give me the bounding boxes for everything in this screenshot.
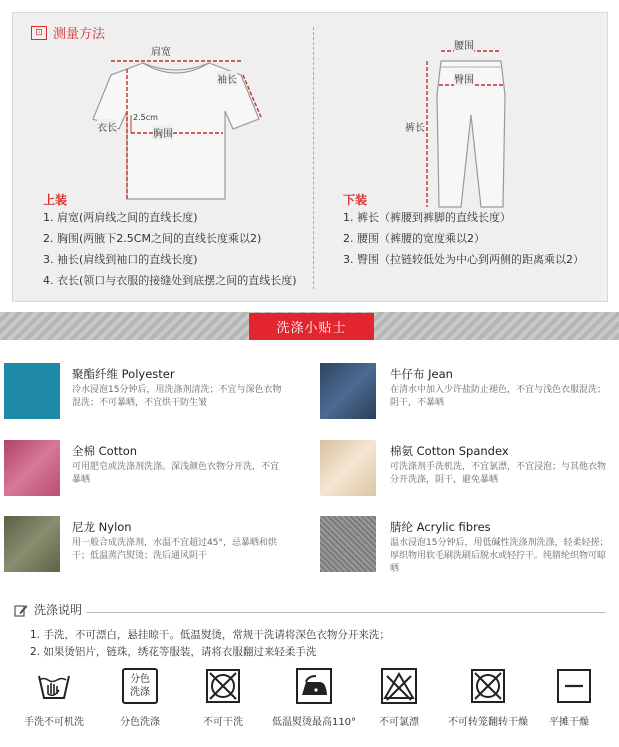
no-tumble-dry-icon <box>470 668 506 704</box>
flat-dry-icon <box>556 668 592 704</box>
measurement-title: ⊡ 测量方法 <box>31 23 105 42</box>
fabric-name: 棉氨 Cotton Spandex <box>390 444 509 458</box>
shoulder-label: 肩宽 <box>151 43 171 58</box>
acrylic-swatch <box>320 516 376 572</box>
top-measure-list <box>43 207 297 291</box>
fabric-name: 聚酯纤维 Polyester <box>72 367 175 381</box>
bottom-heading: 下装 <box>343 193 368 207</box>
hand-wash-icon <box>36 668 72 704</box>
fabric-desc: 温水浸泡15分钟后，用低碱性洗涤剂洗涤，轻柔轻搓；厚织物用软毛刷洗刷后脱水或轻拧干。纯腈纶织物可晾晒 <box>390 538 609 574</box>
edit-icon <box>14 603 28 617</box>
fabric-name: 尼龙 Nylon <box>72 520 132 534</box>
jean-swatch <box>320 363 376 419</box>
list-item: 2. 胸围(两腋下2.5CM之间的直线长度乘以2) <box>43 232 262 245</box>
list-item: 1. 手洗，不可漂白，悬挂晾干。低温熨烫，常规干洗请将深色衣物分开来洗； <box>30 629 390 641</box>
heading-rule <box>86 612 606 613</box>
no-dry-clean-icon <box>205 668 241 704</box>
top-heading: 上装 <box>43 193 68 207</box>
list-item: 2. 腰围（裤腰的宽度乘以2） <box>343 232 485 245</box>
offset-label: 2.5cm <box>133 113 158 122</box>
separate-wash-label: 分色洗涤 <box>120 717 160 728</box>
no-dry-clean-label: 不可干洗 <box>203 717 243 728</box>
list-item: 3. 臀围（拉链较低处为中心到两侧的距离乘以2） <box>343 253 584 266</box>
list-item: 1. 肩宽(两肩线之间的直线长度) <box>43 211 198 224</box>
no-bleach-icon <box>381 668 417 704</box>
no-tumble-dry-label: 不可转笼翻转干燥 <box>448 717 528 728</box>
polyester-swatch <box>4 363 60 419</box>
fabric-desc: 用一般合成洗涤剂，水温不宜超过45°，忌暴晒和烘干；低温蒸汽熨烫；洗后通风阴干 <box>72 538 277 561</box>
list-item: 3. 袖长(肩线到袖口的直线长度) <box>43 253 198 266</box>
pants-length-label: 裤长 <box>405 119 425 134</box>
cotton-spandex-swatch <box>320 440 376 496</box>
fabric-desc: 冷水浸泡15分钟后，用洗涤剂清洗；不宜与深色衣物混洗；不可暴晒，不宜烘干防生皱 <box>72 385 282 408</box>
separate-wash-icon: 分色 洗涤 <box>122 668 158 704</box>
length-label: 衣长 <box>97 119 117 134</box>
bottom-measure-list <box>343 207 584 270</box>
wash-notes <box>30 627 390 661</box>
ruler-icon: ⊡ <box>31 26 47 40</box>
fabric-desc: 在清水中加入少许盐防止褪色，不宜与浅色衣服混洗；阴干，不暴晒 <box>390 385 607 408</box>
list-item: 2. 如果烫铝片，链珠，绣花等服装，请将衣服翻过来轻柔手洗 <box>30 646 317 658</box>
wash-tips-title: 洗涤小贴士 <box>249 313 374 340</box>
hand-wash-label: 手洗不可机洗 <box>24 717 84 728</box>
cotton-swatch <box>4 440 60 496</box>
waist-label: 腰围 <box>454 37 474 52</box>
sleeve-label: 袖长 <box>217 71 237 86</box>
chest-label: 胸围 <box>153 125 173 140</box>
fabric-desc: 可用肥皂或洗涤剂洗涤。深浅颜色衣物分开洗，不宜暴晒 <box>72 462 280 485</box>
fabric-name: 全棉 Cotton <box>72 444 138 458</box>
low-iron-icon <box>296 668 332 704</box>
pants-diagram-icon <box>411 35 531 213</box>
list-item: 4. 衣长(领口与衣服的接缝处到底摆之间的直线长度) <box>43 274 297 287</box>
nylon-swatch <box>4 516 60 572</box>
flat-dry-label: 平摊干燥 <box>549 717 589 728</box>
fabric-desc: 可洗涤剂手洗机洗，不宜氯漂，不宜浸泡；与其他衣物分开洗涤，阴干，避免暴晒 <box>390 462 607 485</box>
section-divider <box>313 27 314 289</box>
list-item: 1. 裤长（裤腰到裤脚的直线长度） <box>343 211 511 224</box>
hip-label: 臀围 <box>454 71 474 86</box>
fabric-name: 牛仔布 Jean <box>390 367 453 381</box>
measurement-panel <box>12 12 608 302</box>
no-bleach-label: 不可氯漂 <box>379 717 419 728</box>
wash-instructions-heading: 洗涤说明 <box>14 601 82 618</box>
low-iron-label: 低温熨烫最高110° <box>271 717 357 728</box>
fabric-name: 腈纶 Acrylic fibres <box>390 520 491 534</box>
